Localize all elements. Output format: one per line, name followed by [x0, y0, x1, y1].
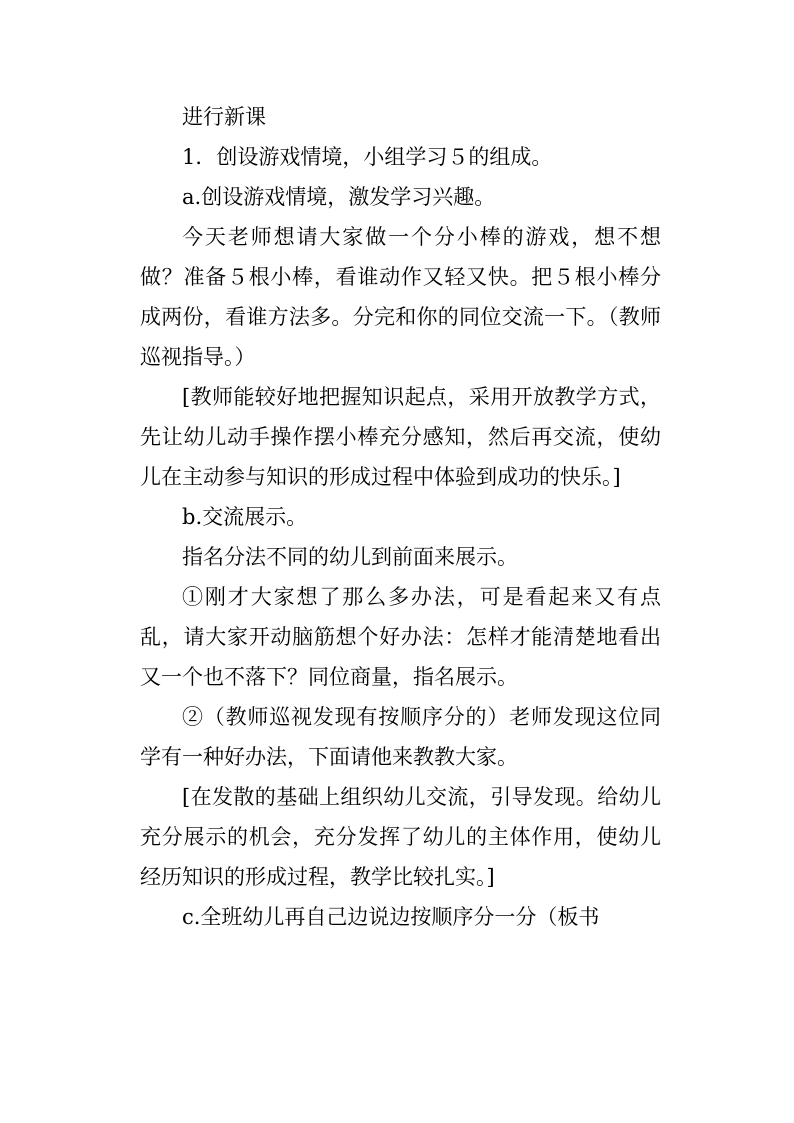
- commentary-paragraph: [教师能较好地把握知识起点，采用开放教学方式，先让幼儿动手操作摆小棒充分感知，然后再交流，使幼儿在主动参与知识的形成过程中体验到成功的快乐。]: [140, 385, 661, 489]
- substep-heading-a: a.创设游戏情境，激发学习兴趣。: [182, 185, 496, 209]
- body-paragraph: 指名分法不同的幼儿到前面来展示。: [182, 545, 518, 569]
- section-heading: 进行新课: [182, 105, 266, 129]
- document-body: [140, 97, 661, 937]
- substep-heading-c: c.全班幼儿再自己边说边按顺序分一分（板书: [182, 905, 600, 929]
- substep-heading-b: b.交流展示。: [182, 505, 308, 529]
- commentary-paragraph: [在发散的基础上组织幼儿交流，引导发现。给幼儿充分展示的机会，充分发挥了幼儿的主体作用，使幼儿经历知识的形成过程，教学比较扎实。]: [140, 785, 661, 889]
- step-heading: 1．创设游戏情境，小组学习５的组成。: [182, 145, 553, 169]
- numbered-item-2: ②（教师巡视发现有按顺序分的）老师发现这位同学有一种好办法，下面请他来教教大家。: [140, 705, 661, 769]
- numbered-item-1: ①刚才大家想了那么多办法，可是看起来又有点乱，请大家开动脑筋想个好办法：怎样才能清楚地看出又一个也不落下？同位商量，指名展示。: [140, 585, 661, 689]
- body-paragraph: 今天老师想请大家做一个分小棒的游戏，想不想做？准备５根小棒，看谁动作又轻又快。把５根小棒分成两份，看谁方法多。分完和你的同位交流一下。（教师巡视指导。）: [140, 225, 661, 369]
